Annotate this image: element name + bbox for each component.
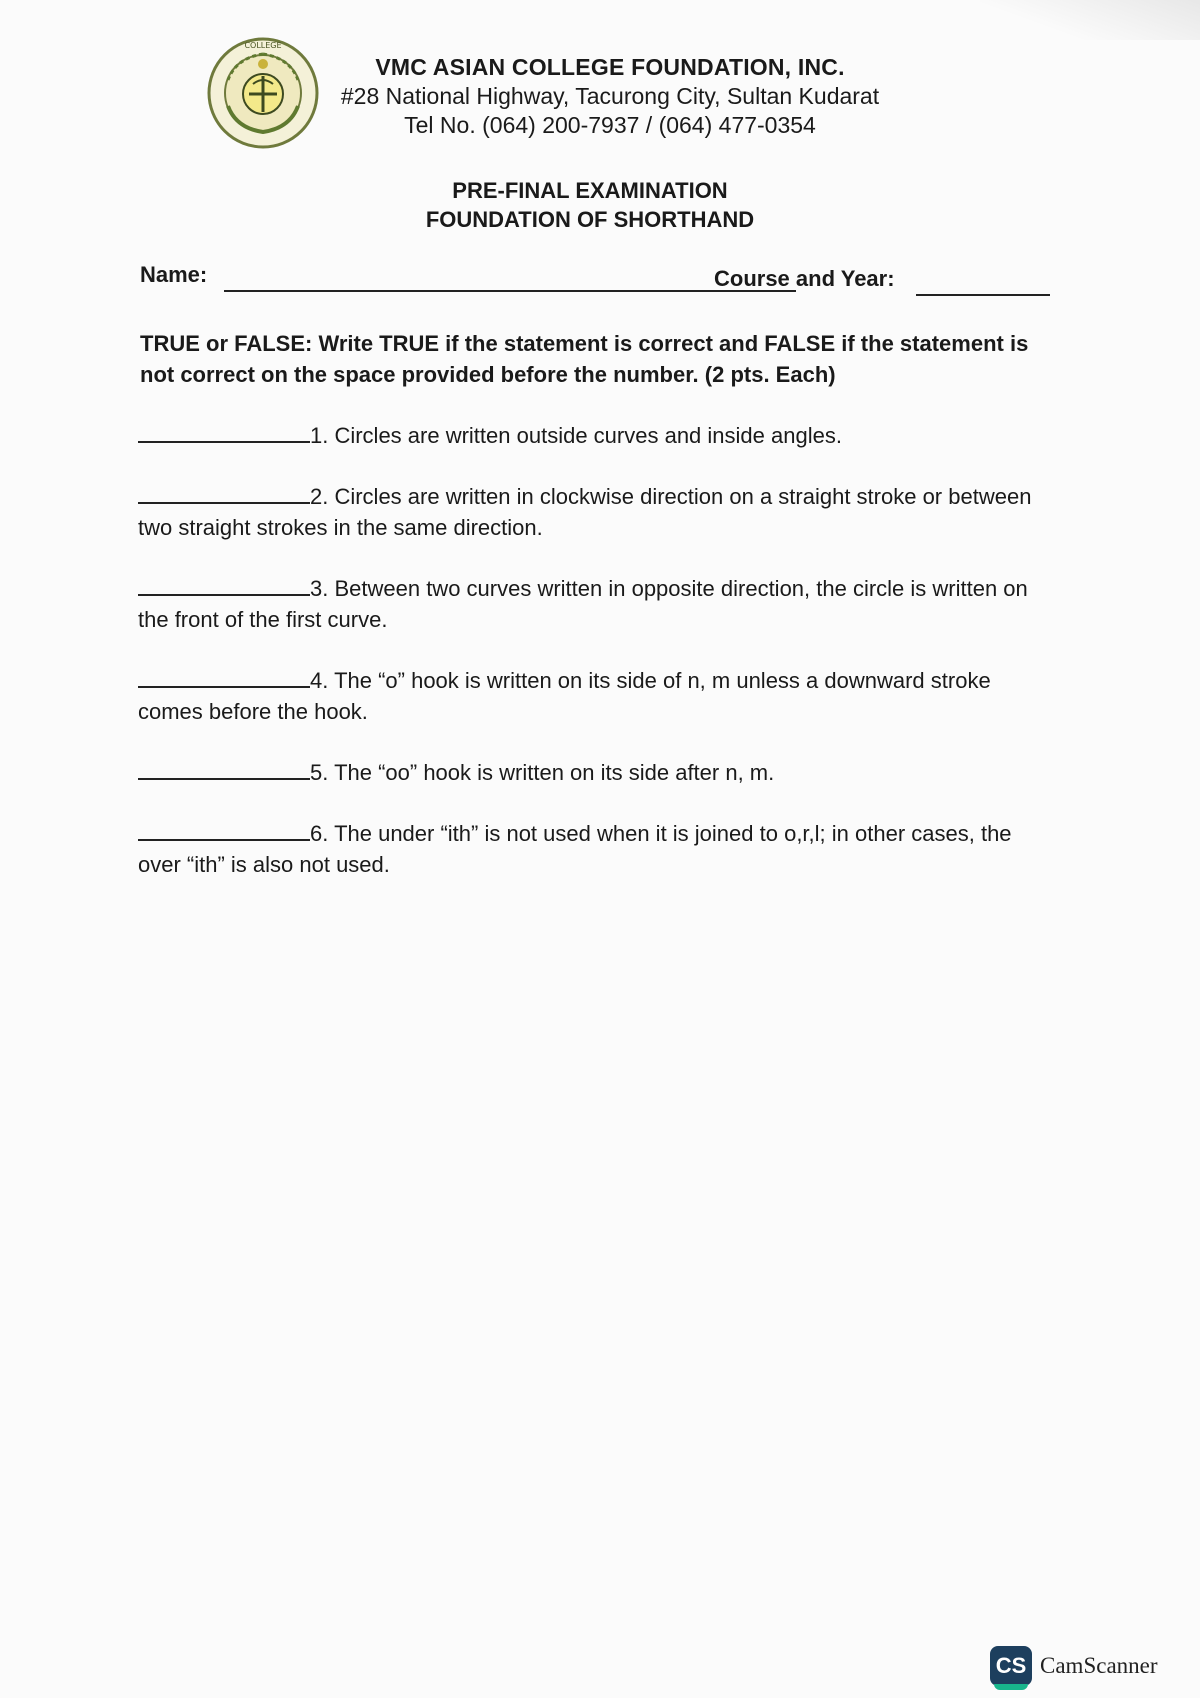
camscanner-logo-icon: CS [990, 1646, 1032, 1686]
question-list [138, 420, 1058, 910]
school-telephone: Tel No. (064) 200-7937 / (064) 477-0354 [404, 112, 816, 138]
question-item [138, 818, 1058, 880]
question-item [138, 481, 1058, 543]
answer-blank[interactable] [138, 421, 310, 443]
camscanner-watermark [990, 1646, 1158, 1686]
question-item [138, 665, 1058, 727]
exam-subject: FOUNDATION OF SHORTHAND [425, 207, 755, 232]
camscanner-name: CamScanner [1040, 1653, 1158, 1678]
school-header [330, 52, 890, 140]
answer-blank[interactable] [138, 482, 310, 504]
question-item [138, 757, 1058, 788]
exam-title-block [380, 176, 800, 234]
svg-text:COLLEGE: COLLEGE [244, 41, 282, 50]
answer-blank[interactable] [138, 574, 310, 596]
question-text: 5. The “oo” hook is written on its side after n, m. [310, 760, 775, 785]
answer-blank[interactable] [138, 758, 310, 780]
course-year-blank-line[interactable] [916, 294, 1050, 296]
question-text: 1. Circles are written outside curves and inside angles. [310, 423, 842, 448]
name-blank-line[interactable] [224, 290, 796, 292]
school-address: #28 National Highway, Tacurong City, Sultan Kudarat [340, 83, 880, 109]
answer-blank[interactable] [138, 819, 310, 841]
name-label: Name: [140, 262, 208, 287]
question-text: 6. The under “ith” is not used when it is joined to o,r,l; in other cases, the over “ith” is also not used. [138, 821, 1012, 877]
question-text: 3. Between two curves written in opposite direction, the circle is written on the front of the first curve. [138, 576, 1028, 632]
school-name: VMC ASIAN COLLEGE FOUNDATION, INC. [375, 54, 845, 80]
exam-title: PRE-FINAL EXAMINATION [452, 178, 728, 203]
instructions: TRUE or FALSE: Write TRUE if the statement is correct and FALSE if the statement is not correct on the space provided before the number. (2 pts. Each) [140, 331, 1029, 387]
scan-shadow [980, 0, 1200, 40]
student-info-row [140, 262, 1060, 298]
answer-blank[interactable] [138, 666, 310, 688]
question-item [138, 573, 1058, 635]
question-item [138, 420, 1058, 451]
question-text: 4. The “o” hook is written on its side of n, m unless a downward stroke comes before the hook. [138, 668, 991, 724]
question-text: 2. Circles are written in clockwise direction on a straight stroke or between two straight strokes in the same direction. [138, 484, 1032, 540]
course-year-label: Course and Year: [714, 266, 895, 291]
college-seal-icon [206, 36, 320, 150]
